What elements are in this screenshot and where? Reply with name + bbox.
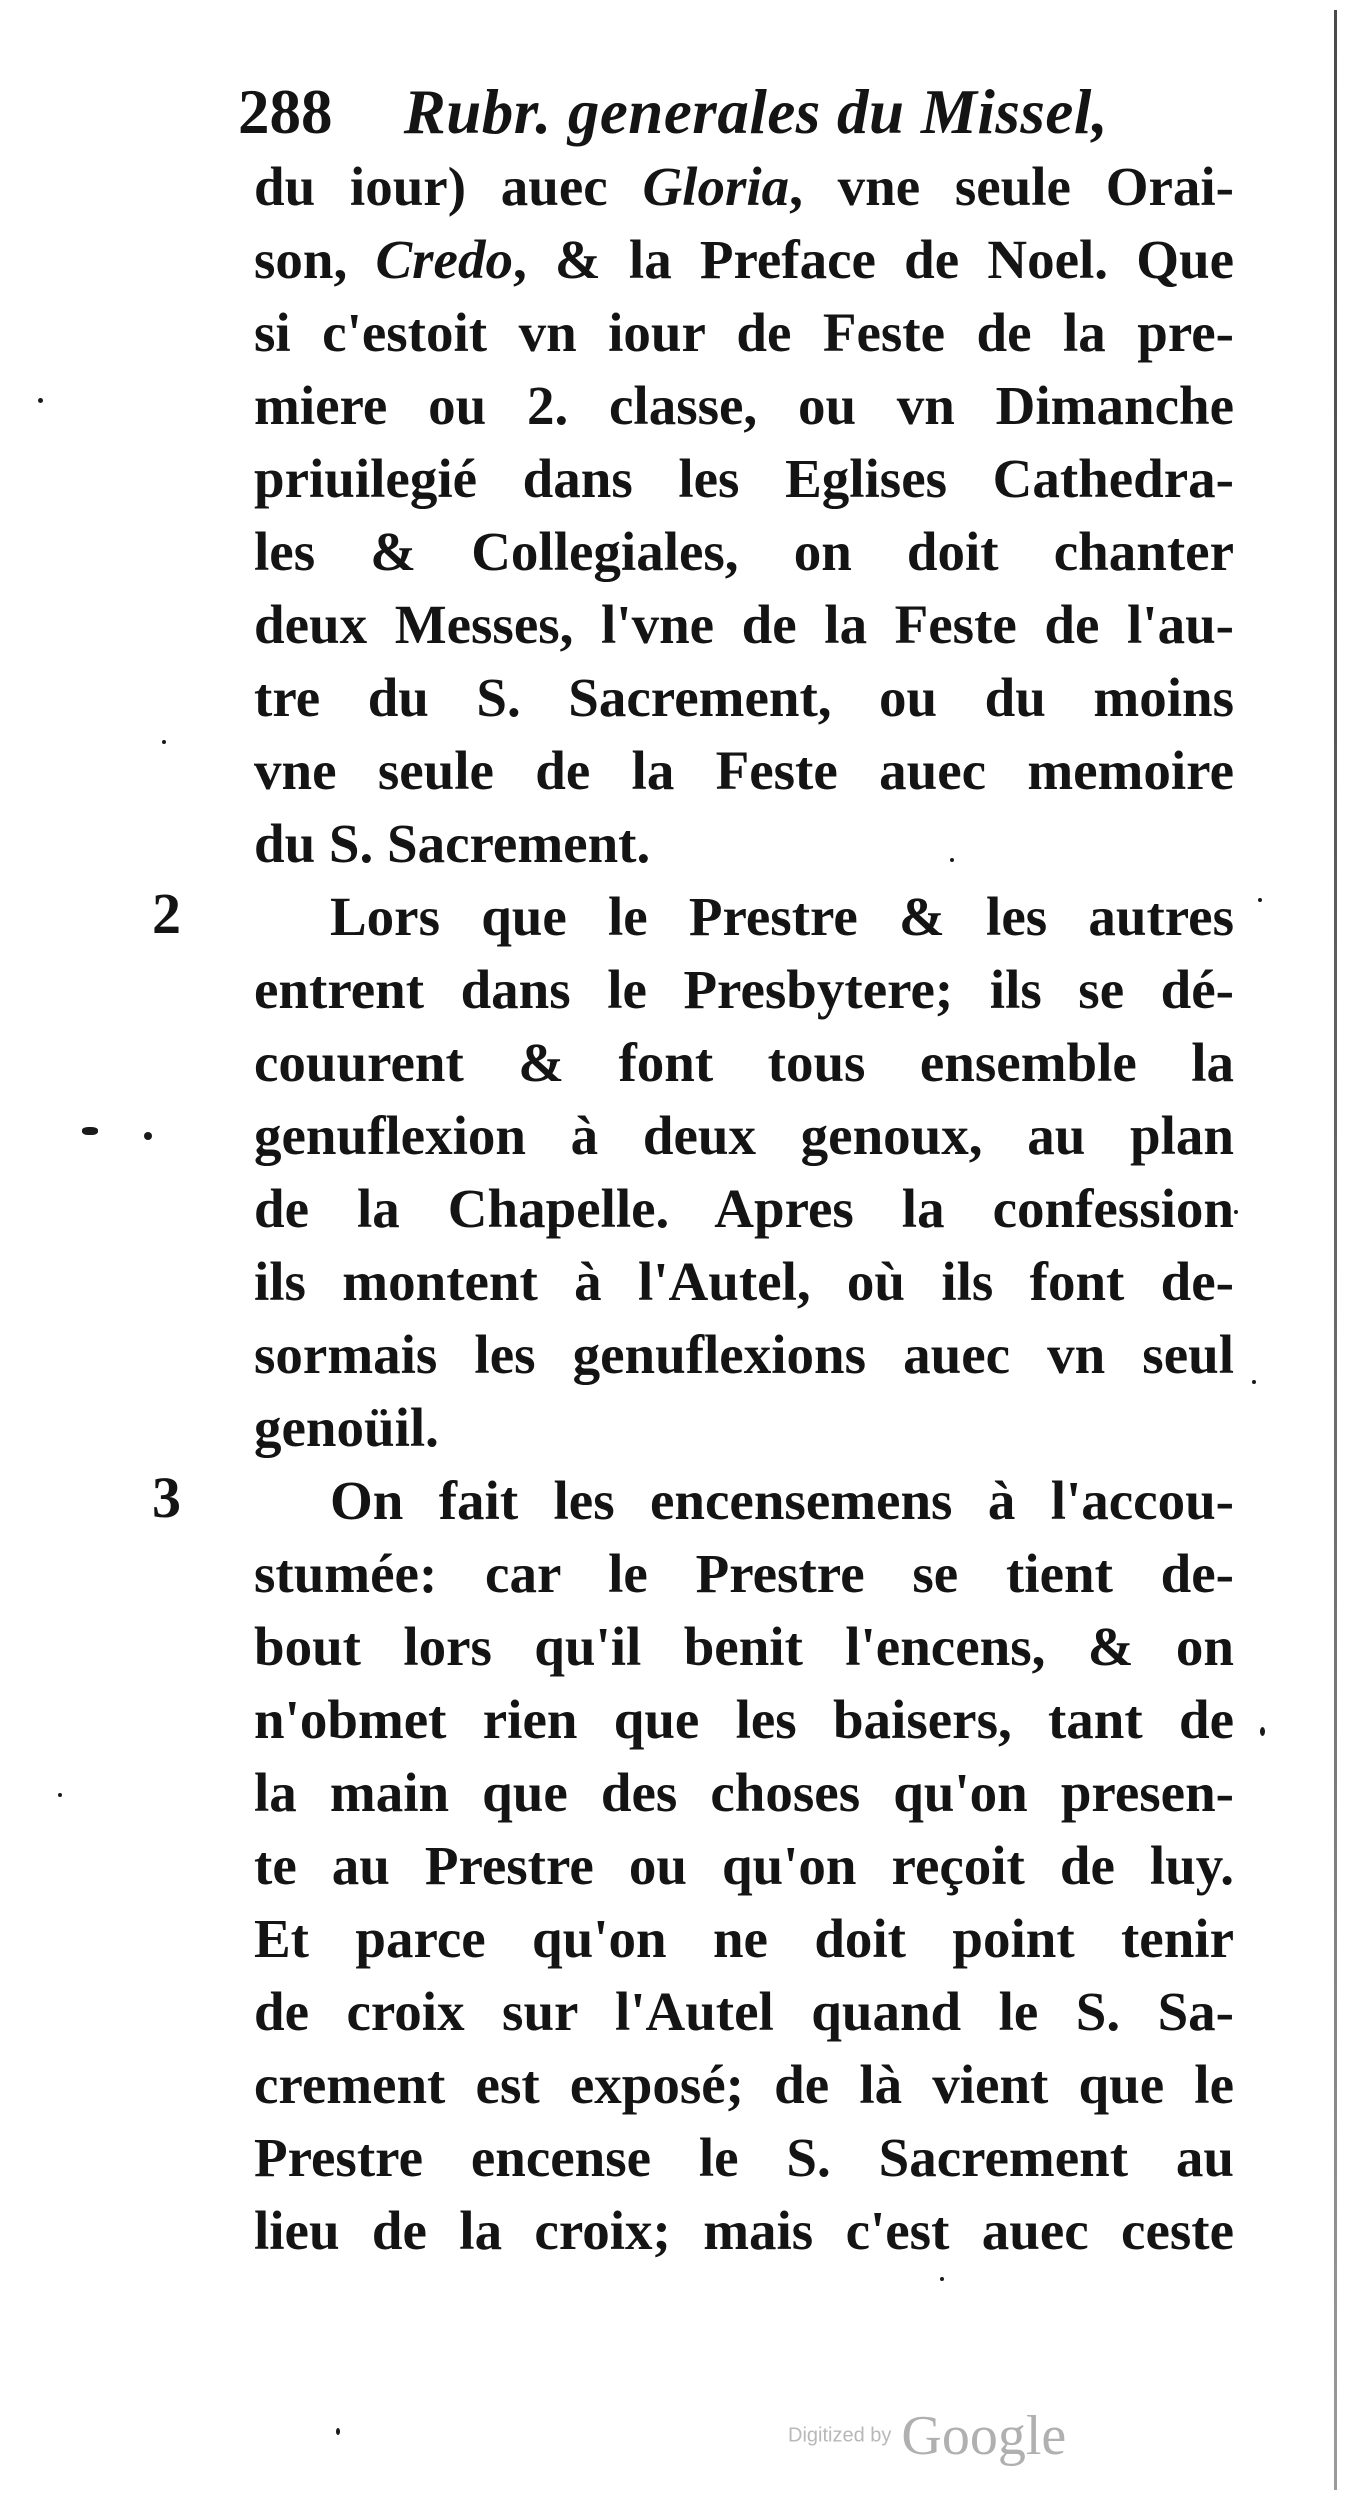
running-title: Rubr. generales du Missel, <box>403 77 1109 147</box>
text-line: n'obmet rien que les baisers, tant de <box>254 1689 1234 1750</box>
paragraph-2 <box>254 880 1234 1464</box>
binding-edge <box>1334 10 1337 2490</box>
text-line: stumée: car le Prestre se tient de- <box>254 1543 1234 1604</box>
text-line: genoüil. <box>254 1397 439 1458</box>
google-logo: Google <box>901 2405 1067 2467</box>
text-line: du iour) auec Gloria, vne seule Orai- <box>254 156 1235 217</box>
text-line: deux Messes, l'vne de la Feste de l'au- <box>254 594 1234 655</box>
text-line: priuilegié dans les Eglises Cathedra- <box>254 448 1234 509</box>
text-line: la main que des choses qu'on presen- <box>254 1762 1234 1823</box>
text-line: te au Prestre ou qu'on reçoit de luy. <box>254 1835 1234 1896</box>
text-line: sormais les genuflexions auec vn seul <box>254 1324 1234 1385</box>
body-text <box>254 150 1234 2267</box>
running-head <box>238 72 1108 152</box>
text-line: ils montent à l'Autel, où ils font de- <box>254 1251 1234 1312</box>
text-line: genuflexion à deux genoux, au plan <box>254 1105 1234 1166</box>
text-line: de croix sur l'Autel quand le S. Sa- <box>254 1981 1234 2042</box>
text-line: son, Credo, & la Preface de Noel. Que <box>254 229 1234 290</box>
text-line: tre du S. Sacrement, ou du moins <box>254 667 1234 728</box>
text-line: Lors que le Prestre & les autres <box>330 886 1234 947</box>
text-line: lieu de la croix; mais c'est auec ceste <box>254 2200 1234 2261</box>
paragraph-1 <box>254 150 1234 880</box>
page-number: 288 <box>238 77 333 147</box>
text-line: On fait les encensemens à l'accou- <box>330 1470 1234 1531</box>
text-line: couurent & font tous ensemble la <box>254 1032 1234 1093</box>
paragraph-number-3: 3 <box>152 1465 181 1530</box>
text-line: vne seule de la Feste auec memoire <box>254 740 1234 801</box>
text-line: du S. Sacrement. <box>254 813 651 874</box>
text-line: miere ou 2. classe, ou vn Dimanche <box>254 375 1234 436</box>
paragraph-number-2: 2 <box>152 881 181 946</box>
text-line: bout lors qu'il benit l'encens, & on <box>254 1616 1234 1677</box>
text-line: Et parce qu'on ne doit point tenir <box>254 1908 1234 1969</box>
digitized-by-google-watermark <box>788 2404 1066 2468</box>
text-line: Prestre encense le S. Sacrement au <box>254 2127 1234 2188</box>
text-line: de la Chapelle. Apres la confession <box>254 1178 1234 1239</box>
text-line: si c'estoit vn iour de Feste de la pre- <box>254 302 1234 363</box>
text-line: crement est exposé; de là vient que le <box>254 2054 1234 2115</box>
text-line: entrent dans le Presbytere; ils se dé- <box>254 959 1234 1020</box>
text-line: les & Collegiales, on doit chanter <box>254 521 1234 582</box>
watermark-prefix: Digitized by <box>788 2424 892 2447</box>
paragraph-3 <box>254 1464 1234 2267</box>
